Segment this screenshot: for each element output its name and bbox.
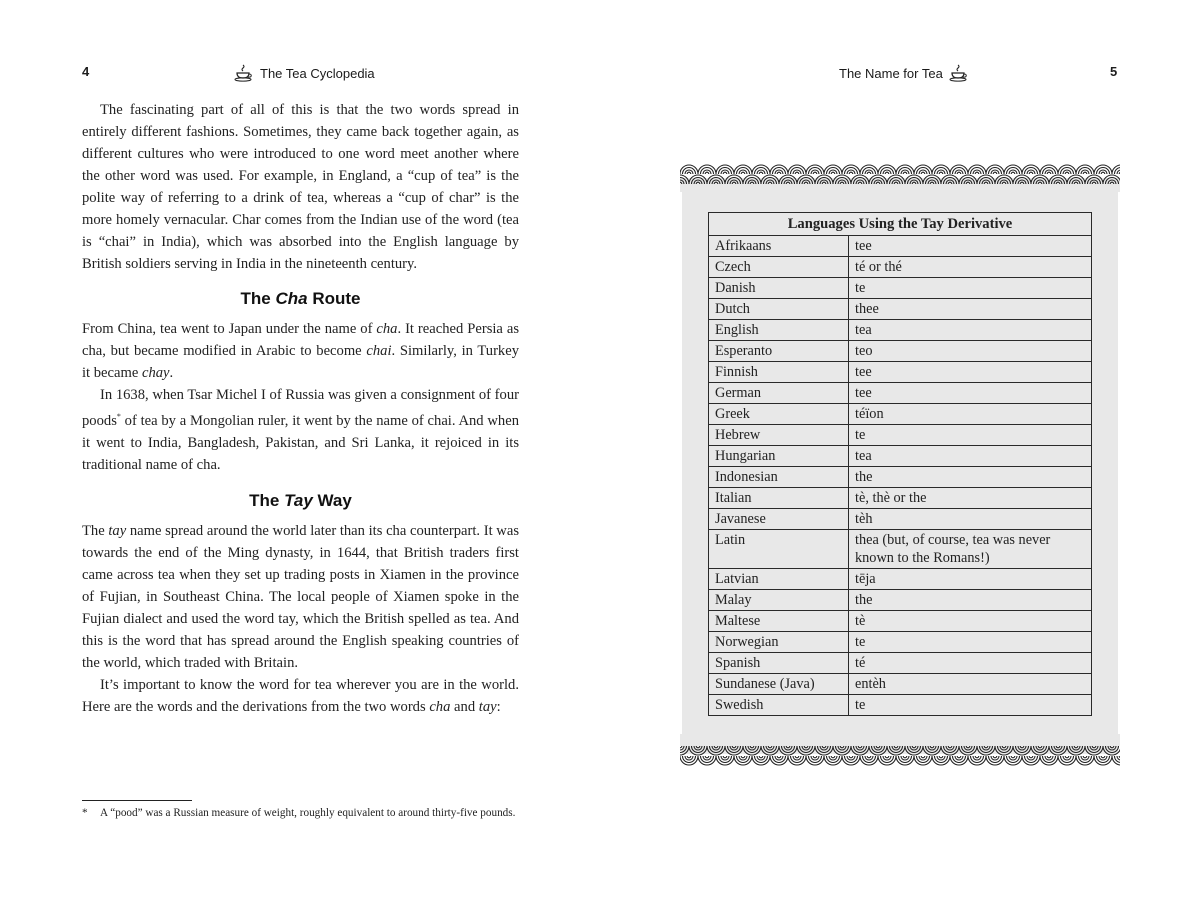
language-cell: Latin [709,530,849,569]
scallop-border-bottom-icon [680,734,1120,766]
teacup-icon [234,64,254,82]
table-row [709,257,1092,278]
table-row [709,446,1092,467]
table-row [709,404,1092,425]
word-cell: te [849,425,1092,446]
table-row [709,467,1092,488]
table-row [709,509,1092,530]
footnote-marker[interactable]: * [116,412,121,421]
language-cell: Hebrew [709,425,849,446]
table-title: Languages Using the Tay Derivative [709,213,1092,236]
language-cell: Swedish [709,695,849,716]
scallop-border-top-icon [680,160,1120,192]
language-cell: Latvian [709,569,849,590]
word-cell: tea [849,320,1092,341]
table-row [709,383,1092,404]
word-cell: teo [849,341,1092,362]
footnote-text: A “pood” was a Russian measure of weight, roughly equivalent to around thirty-five pounds. [100,807,516,819]
table-row [709,569,1092,590]
language-cell: Czech [709,257,849,278]
paragraph: In 1638, when Tsar Michel I of Russia was given a consignment of four poods* of tea by a Mongolian ruler, it went by the name of chai. And when it went to India, Bangladesh, Pakistan, and Sri Lanka, it rejoiced in its traditional name of cha. [82,387,519,473]
table-row [709,530,1092,569]
table-row [709,236,1092,257]
running-head [234,64,375,82]
section-heading-tay [82,490,519,512]
table-row [709,611,1092,632]
word-cell: entèh [849,674,1092,695]
running-head-title: The Tea Cyclopedia [260,65,375,81]
language-cell: English [709,320,849,341]
language-cell: Hungarian [709,446,849,467]
language-cell: German [709,383,849,404]
word-cell: thea (but, of course, tea was never known to the Romans!) [849,530,1092,569]
language-cell: Javanese [709,509,849,530]
running-head [839,64,969,82]
word-cell: té [849,653,1092,674]
language-cell: Malay [709,590,849,611]
footnote-divider [82,800,192,801]
table-row [709,299,1092,320]
table-row [709,590,1092,611]
word-cell: te [849,695,1092,716]
language-cell: Dutch [709,299,849,320]
paragraph: It’s important to know the word for tea wherever you are in the world. Here are the words and the derivations from the two words cha and tay: [82,676,519,715]
word-cell: tēja [849,569,1092,590]
teacup-icon [949,64,969,82]
word-cell: tee [849,362,1092,383]
table-row [709,695,1092,716]
language-cell: Esperanto [709,341,849,362]
language-cell: Finnish [709,362,849,383]
paragraph: From China, tea went to Japan under the name of cha. It reached Persia as cha, but became modified in Arabic to become chai. Similarly, in Turkey it became chay. [82,321,520,381]
word-cell: te [849,278,1092,299]
paragraph: The fascinating part of all of this is that the two words spread in entirely different fashions. Sometimes, they came back together again, as different cultures who were introduced to one word meet another where the other word was used. For example, in England, a “cup of tea” is the polite way of referring to a drink of tea, whereas a “cup of char” is the more homely vernacular. Char comes from the Indian use of the word (tea is “chai” in India), which was absorbed into the English language by British soldiers serving in India in the nineteenth century. [82,102,519,272]
paragraph: The tay name spread around the world later than its cha counterpart. It was towards the end of the Ming dynasty, in 1644, that British traders first came across tea when they set up trading posts in Xiamen in the province of Fujian, in Southeast China. The local people of Xiamen spoke in the Fujian dialect and used the word tay, which the British spelled as tea. And this is the word that has spread around the English speaking countries of the world, which traded with Britain. [82,522,520,671]
word-cell: the [849,467,1092,488]
heading-text: Route [307,289,361,308]
word-cell: té or thé [849,257,1092,278]
word-cell: tè, thè or the [849,488,1092,509]
word-cell: téïon [849,404,1092,425]
language-cell: Afrikaans [709,236,849,257]
table-row [709,341,1092,362]
body-text [82,99,519,718]
word-cell: tèh [849,509,1092,530]
heading-text: The [249,490,285,510]
running-head-title: The Name for Tea [839,65,943,81]
language-cell: Spanish [709,653,849,674]
table-row [709,362,1092,383]
footnote [82,806,522,821]
word-cell: te [849,632,1092,653]
language-cell: Sundanese (Java) [709,674,849,695]
table-row [709,320,1092,341]
heading-text: Way [312,490,352,510]
table-row [709,674,1092,695]
language-cell: Maltese [709,611,849,632]
word-cell: tee [849,383,1092,404]
language-cell: Indonesian [709,467,849,488]
heading-emphasis: Cha [275,289,308,308]
page-number: 4 [82,64,90,79]
table-row [709,425,1092,446]
language-cell: Italian [709,488,849,509]
language-cell: Greek [709,404,849,425]
word-cell: tee [849,236,1092,257]
word-cell: tè [849,611,1092,632]
word-cell: the [849,590,1092,611]
tay-derivative-table [708,212,1092,716]
word-cell: tea [849,446,1092,467]
language-cell: Norwegian [709,632,849,653]
table-row [709,632,1092,653]
heading-text: The [240,289,276,308]
language-cell: Danish [709,278,849,299]
word-cell: thee [849,299,1092,320]
page-number: 5 [1110,64,1118,79]
table-row [709,488,1092,509]
heading-emphasis: Tay [284,490,313,510]
section-heading-cha [82,288,519,310]
table-row [709,653,1092,674]
footnote-mark: * [82,807,88,819]
table-row [709,278,1092,299]
